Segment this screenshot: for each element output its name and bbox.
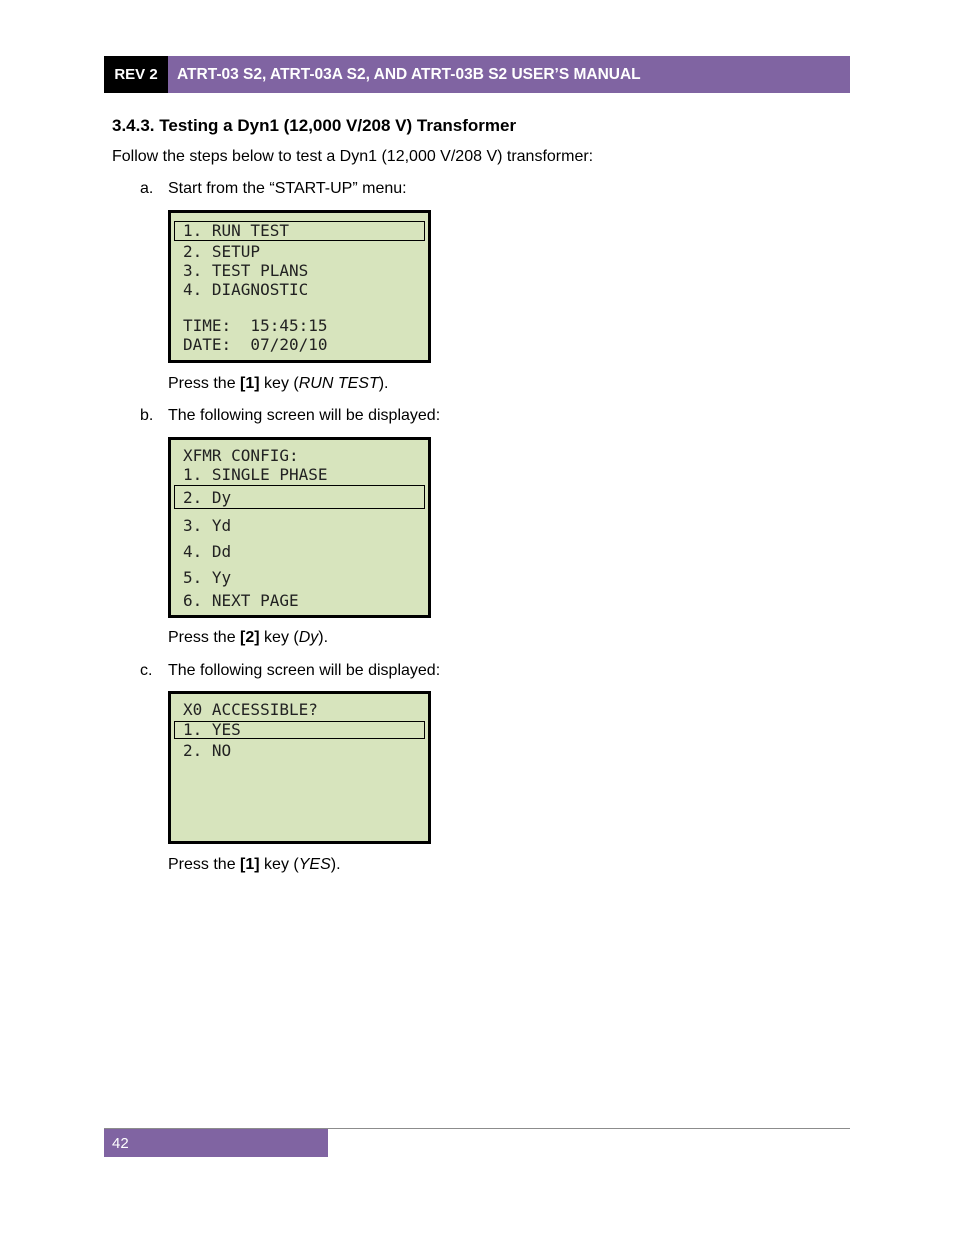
press-instruction-a: Press the [1] key (RUN TEST). (168, 375, 389, 392)
step-marker-c: c. (140, 662, 153, 679)
lcd-line: 1. YES (183, 720, 241, 739)
page-header (104, 56, 850, 93)
lcd-screen-startup (168, 210, 431, 363)
lcd-line: X0 ACCESSIBLE? (183, 700, 318, 719)
lcd-screen-x0-accessible (168, 691, 431, 844)
lcd-line: 3. TEST PLANS (183, 261, 309, 280)
page-number: 42 (104, 1129, 328, 1157)
lcd-line: 2. SETUP (183, 242, 261, 261)
lcd-line: 6. NEXT PAGE (183, 591, 299, 610)
intro-text: Follow the steps below to test a Dyn1 (12,000 V/208 V) transformer: (112, 148, 594, 165)
key-label: [2] (240, 629, 260, 646)
step-text-b: The following screen will be displayed: (168, 407, 441, 424)
lcd-line: TIME: 15:45:15 (183, 316, 328, 335)
revision-label: REV 2 (104, 56, 168, 93)
lcd-line: 4. Dd (183, 542, 232, 561)
press-instruction-c: Press the [1] key (YES). (168, 856, 341, 873)
lcd-line: 5. Yy (183, 568, 232, 587)
lcd-line: 3. Yd (183, 516, 232, 535)
lcd-line: 2. Dy (183, 488, 232, 507)
lcd-line: 1. SINGLE PHASE (183, 465, 328, 484)
press-instruction-b: Press the [2] key (Dy). (168, 629, 329, 646)
step-marker-b: b. (140, 407, 154, 424)
manual-title: ATRT-03 S2, ATRT-03A S2, AND ATRT-03B S2 USER’S MANUAL (168, 56, 850, 93)
lcd-line: 2. NO (183, 741, 232, 760)
step-text-a: Start from the “START-UP” menu: (168, 180, 407, 197)
lcd-line: 1. RUN TEST (183, 221, 289, 240)
key-label: [1] (240, 375, 260, 392)
lcd-line: 4. DIAGNOSTIC (183, 280, 309, 299)
section-heading: 3.4.3. Testing a Dyn1 (12,000 V/208 V) Transformer (112, 116, 517, 135)
step-marker-a: a. (140, 180, 154, 197)
lcd-line: DATE: 07/20/10 (183, 335, 328, 354)
key-label: [1] (240, 856, 260, 873)
lcd-line: XFMR CONFIG: (183, 446, 299, 465)
lcd-screen-xfmr-config (168, 437, 431, 618)
step-text-c: The following screen will be displayed: (168, 662, 441, 679)
